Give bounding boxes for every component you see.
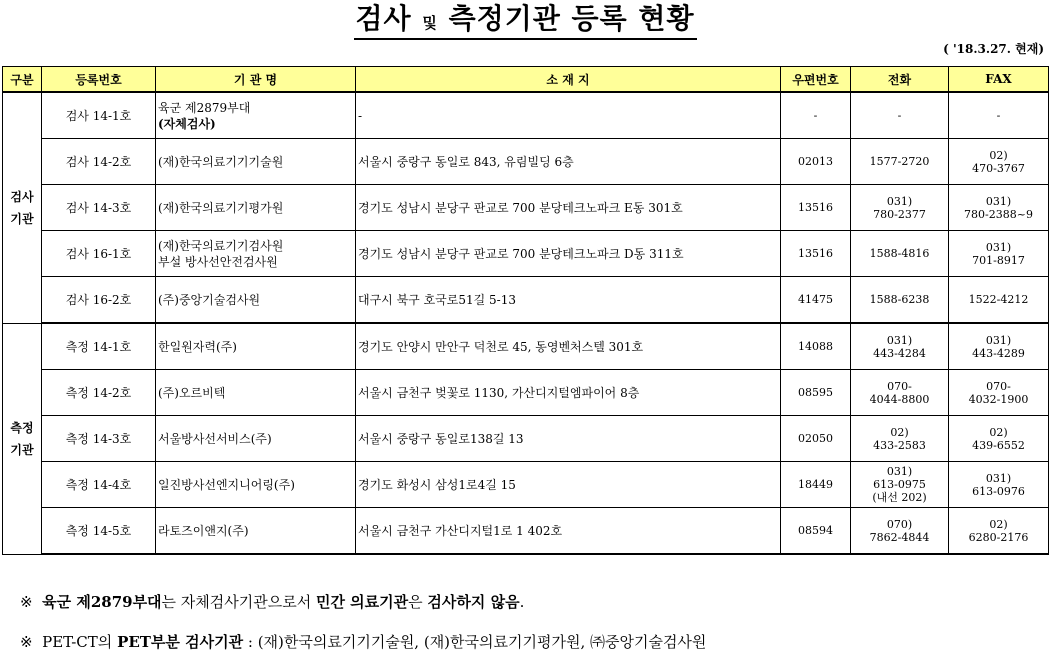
fax-cell: 02) 6280-2176 bbox=[949, 508, 1049, 555]
reg-no-cell: 검사 14-1호 bbox=[42, 92, 156, 139]
fax-cell: - bbox=[949, 92, 1049, 139]
header-address: 소 재 지 bbox=[356, 67, 781, 93]
address-cell: 경기도 성남시 분당구 판교로 700 분당테크노파크 E동 301호 bbox=[356, 185, 781, 231]
institution-name: (재)한국의료기기평가원 bbox=[158, 200, 284, 215]
fax-cell: 070- 4032-1900 bbox=[949, 370, 1049, 416]
institution-name-cell bbox=[156, 277, 356, 324]
zip-cell: 08595 bbox=[781, 370, 851, 416]
zip-cell: 13516 bbox=[781, 231, 851, 277]
address-cell: 서울시 중랑구 동일로 843, 유림빌딩 6층 bbox=[356, 139, 781, 185]
category-cell: 측정 기관 bbox=[3, 323, 42, 554]
address-cell: - bbox=[356, 92, 781, 139]
reg-no-cell: 측정 14-5호 bbox=[42, 508, 156, 555]
table-row bbox=[3, 231, 1049, 277]
phone-cell: 02) 433-2583 bbox=[851, 416, 949, 462]
zip-cell: 02013 bbox=[781, 139, 851, 185]
header-zip: 우편번호 bbox=[781, 67, 851, 93]
phone-cell: 070- 4044-8800 bbox=[851, 370, 949, 416]
table-header-row bbox=[3, 67, 1049, 93]
institution-name-cell bbox=[156, 185, 356, 231]
reg-no-cell: 측정 14-1호 bbox=[42, 323, 156, 370]
institution-name: 한일원자력(주) bbox=[158, 339, 237, 354]
page-title: 검사 및 측정기관 등록 현황 bbox=[354, 4, 697, 40]
table-row bbox=[3, 508, 1049, 555]
header-category: 구분 bbox=[3, 67, 42, 93]
reg-no-cell: 검사 16-1호 bbox=[42, 231, 156, 277]
fax-cell: 031) 701-8917 bbox=[949, 231, 1049, 277]
table-row bbox=[3, 185, 1049, 231]
phone-cell: 031) 613-0975 (내선 202) bbox=[851, 462, 949, 508]
zip-cell: 08594 bbox=[781, 508, 851, 555]
institution-name: 육군 제2879부대 bbox=[158, 100, 251, 115]
table-row bbox=[3, 370, 1049, 416]
address-cell: 서울시 금천구 가산디지털1로 1 402호 bbox=[356, 508, 781, 555]
zip-cell: 18449 bbox=[781, 462, 851, 508]
footnote-1: ※ 육군 제2879부대는 자체검사기관으로서 민간 의료기관은 검사하지 않음. bbox=[20, 593, 525, 611]
table-row bbox=[3, 277, 1049, 324]
reg-no-cell: 검사 14-3호 bbox=[42, 185, 156, 231]
institution-name-note: (자체검사) bbox=[158, 116, 216, 131]
reg-no-cell: 측정 14-4호 bbox=[42, 462, 156, 508]
header-fax: FAX bbox=[949, 67, 1049, 93]
reg-no-cell: 검사 16-2호 bbox=[42, 277, 156, 324]
address-cell: 경기도 성남시 분당구 판교로 700 분당테크노파크 D동 311호 bbox=[356, 231, 781, 277]
table-row bbox=[3, 92, 1049, 139]
fax-cell: 02) 439-6552 bbox=[949, 416, 1049, 462]
table-row bbox=[3, 323, 1049, 370]
institution-name-cell bbox=[156, 92, 356, 139]
page-title-wrap bbox=[0, 4, 1050, 40]
institution-name: 서울방사선서비스(주) bbox=[158, 431, 272, 446]
phone-cell: 1588-6238 bbox=[851, 277, 949, 324]
institution-name: 라토즈이앤지(주) bbox=[158, 523, 249, 538]
as-of-date: ( '18.3.27. 현재) bbox=[943, 42, 1044, 56]
fax-cell: 031) 613-0976 bbox=[949, 462, 1049, 508]
header-reg-no: 등록번호 bbox=[42, 67, 156, 93]
fax-cell: 031) 443-4289 bbox=[949, 323, 1049, 370]
table-row bbox=[3, 416, 1049, 462]
institution-name-cell bbox=[156, 323, 356, 370]
address-cell: 경기도 화성시 삼성1로4길 15 bbox=[356, 462, 781, 508]
institution-name-cell bbox=[156, 139, 356, 185]
reg-no-cell: 측정 14-3호 bbox=[42, 416, 156, 462]
institution-name: (재)한국의료기기검사원 부설 방사선안전검사원 bbox=[158, 238, 284, 269]
fax-cell: 1522-4212 bbox=[949, 277, 1049, 324]
institution-name: 일진방사선엔지니어링(주) bbox=[158, 477, 295, 492]
institution-name-cell bbox=[156, 462, 356, 508]
zip-cell: 14088 bbox=[781, 323, 851, 370]
phone-cell: - bbox=[851, 92, 949, 139]
address-cell: 경기도 안양시 만안구 덕천로 45, 동영벤처스텔 301호 bbox=[356, 323, 781, 370]
fax-cell: 02) 470-3767 bbox=[949, 139, 1049, 185]
fax-cell: 031) 780-2388~9 bbox=[949, 185, 1049, 231]
category-cell: 검사 기관 bbox=[3, 92, 42, 323]
institution-name: (재)한국의료기기기술원 bbox=[158, 154, 284, 169]
institution-name: (주)중앙기술검사원 bbox=[158, 292, 261, 307]
table-row bbox=[3, 139, 1049, 185]
zip-cell: 41475 bbox=[781, 277, 851, 324]
phone-cell: 1588-4816 bbox=[851, 231, 949, 277]
zip-cell: 13516 bbox=[781, 185, 851, 231]
footnote-2: ※ PET-CT의 PET부분 검사기관 : (재)한국의료기기기술원, (재)한국의료기기평가원, ㈜중앙기술검사원 bbox=[20, 633, 707, 651]
header-phone: 전화 bbox=[851, 67, 949, 93]
institution-name-cell bbox=[156, 231, 356, 277]
address-cell: 대구시 북구 호국로51길 5-13 bbox=[356, 277, 781, 324]
header-name: 기 관 명 bbox=[156, 67, 356, 93]
institution-name-cell bbox=[156, 416, 356, 462]
address-cell: 서울시 중랑구 동일로138길 13 bbox=[356, 416, 781, 462]
zip-cell: - bbox=[781, 92, 851, 139]
table-row bbox=[3, 462, 1049, 508]
registry-table bbox=[2, 66, 1049, 555]
institution-name-cell bbox=[156, 370, 356, 416]
address-cell: 서울시 금천구 벚꽃로 1130, 가산디지털엠파이어 8층 bbox=[356, 370, 781, 416]
reg-no-cell: 측정 14-2호 bbox=[42, 370, 156, 416]
zip-cell: 02050 bbox=[781, 416, 851, 462]
phone-cell: 070) 7862-4844 bbox=[851, 508, 949, 555]
institution-name: (주)오르비텍 bbox=[158, 385, 226, 400]
phone-cell: 031) 780-2377 bbox=[851, 185, 949, 231]
institution-name-cell bbox=[156, 508, 356, 555]
phone-cell: 1577-2720 bbox=[851, 139, 949, 185]
reg-no-cell: 검사 14-2호 bbox=[42, 139, 156, 185]
phone-cell: 031) 443-4284 bbox=[851, 323, 949, 370]
